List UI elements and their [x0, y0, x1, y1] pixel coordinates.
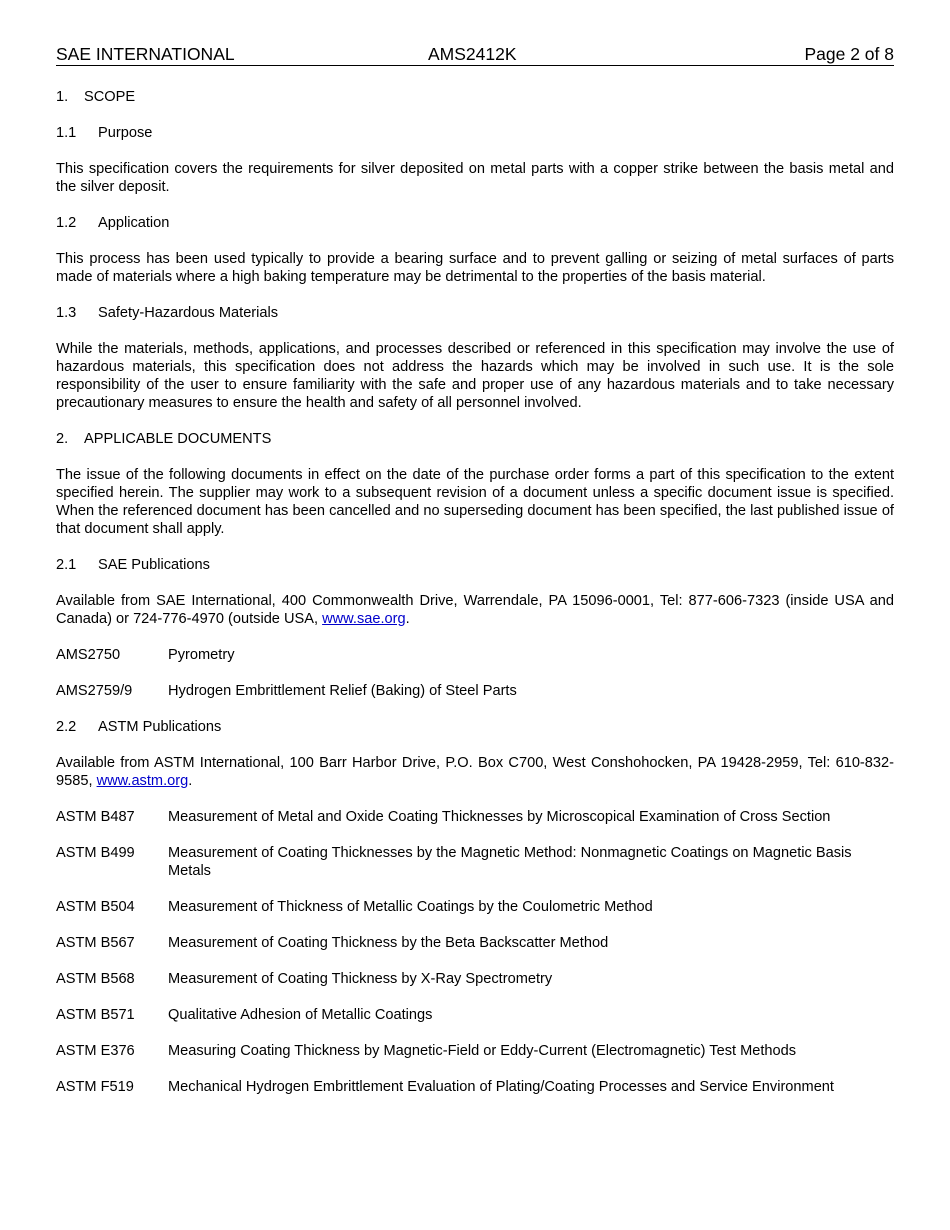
subsection-title: Safety-Hazardous Materials: [98, 305, 279, 321]
reference-code: ASTM B568: [56, 971, 135, 987]
reference-code: ASTM B487: [56, 809, 135, 825]
reference-row: [56, 970, 894, 988]
reference-row: [56, 1078, 894, 1096]
applicable-documents-paragraph: The issue of the following documents in effect on the date of the purchase order forms a part of this specification to the extent specified herein. The supplier may work to a subsequent revision of a document unless a specific document issue is specified. When the referenced document has been cancelled and no superseding document has been specified, the last published issue of that document shall apply.: [56, 467, 894, 537]
section-title: SCOPE: [84, 89, 136, 105]
astm-availability-paragraph: [56, 754, 894, 790]
subsection-title: Purpose: [98, 125, 153, 141]
reference-row: [56, 1006, 894, 1024]
reference-title: Hydrogen Embrittlement Relief (Baking) of Steel Parts: [168, 683, 517, 699]
reference-title: Measurement of Metal and Oxide Coating Thicknesses by Microscopical Examination of Cross Section: [168, 809, 831, 825]
reference-code: ASTM B571: [56, 1007, 135, 1023]
section-heading-scope: [56, 88, 894, 106]
section-number: 1.: [56, 89, 69, 105]
reference-code: ASTM B567: [56, 935, 135, 951]
subsection-title: ASTM Publications: [98, 719, 222, 735]
subsection-number: 1.2: [56, 215, 77, 231]
reference-title: Measurement of Coating Thicknesses by the Magnetic Method: Nonmagnetic Coatings on Magnetic Basis Metals: [168, 845, 852, 879]
sae-availability-paragraph: [56, 592, 894, 628]
subsection-number: 2.1: [56, 557, 77, 573]
sae-availability-text: Available from SAE International, 400 Commonwealth Drive, Warrendale, PA 15096-0001, Tel: 877-606-7323 (inside USA and Canada) or 724-776-4970 (outside USA,: [56, 593, 894, 627]
reference-row: [56, 934, 894, 952]
reference-code: ASTM F519: [56, 1079, 134, 1095]
application-paragraph: This process has been used typically to provide a bearing surface and to prevent galling or seizing of metal surfaces of parts made of materials where a high baking temperature may be detrimental to the properties of the basis material.: [56, 251, 894, 285]
reference-code: ASTM B499: [56, 845, 135, 861]
reference-title: Qualitative Adhesion of Metallic Coatings: [168, 1007, 433, 1023]
astm-availability-end: .: [188, 773, 193, 789]
subsection-number: 2.2: [56, 719, 77, 735]
reference-code: AMS2759/9: [56, 683, 133, 699]
document-page: [56, 44, 894, 1114]
subsection-title: Application: [98, 215, 170, 231]
reference-title: Measurement of Thickness of Metallic Coatings by the Coulometric Method: [168, 899, 653, 915]
sae-availability-end: .: [405, 611, 410, 627]
subsection-heading-application: [56, 214, 894, 232]
reference-row: [56, 844, 894, 880]
reference-code: ASTM E376: [56, 1043, 135, 1059]
reference-row: [56, 646, 894, 664]
section-heading-applicable-documents: [56, 430, 894, 448]
subsection-number: 1.3: [56, 305, 77, 321]
header-doc-id: AMS2412K: [428, 44, 517, 64]
reference-code: ASTM B504: [56, 899, 135, 915]
reference-code: AMS2750: [56, 647, 121, 663]
header-org: SAE INTERNATIONAL: [56, 44, 235, 64]
subsection-title: SAE Publications: [98, 557, 210, 573]
reference-title: Pyrometry: [168, 647, 235, 663]
reference-row: [56, 682, 894, 700]
subsection-number: 1.1: [56, 125, 77, 141]
reference-title: Measurement of Coating Thickness by X-Ray Spectrometry: [168, 971, 553, 987]
document-body: [56, 88, 894, 1096]
header-page-number: Page 2 of 8: [804, 44, 894, 64]
astm-website-link[interactable]: www.astm.org: [96, 773, 189, 789]
purpose-paragraph: This specification covers the requirements for silver deposited on metal parts with a copper strike between the basis metal and the silver deposit.: [56, 161, 894, 195]
section-number: 2.: [56, 431, 69, 447]
safety-paragraph: While the materials, methods, applications, and processes described or referenced in this specification may involve the use of hazardous materials, this specification does not address the hazards which may be involved in such use. It is the sole responsibility of the user to ensure familiarity with the safe and proper use of any hazardous materials and to take necessary precautionary measures to ensure the health and safety of all personnel involved.: [56, 341, 894, 411]
reference-row: [56, 1042, 894, 1060]
reference-title: Measuring Coating Thickness by Magnetic-Field or Eddy-Current (Electromagnetic) Test Methods: [168, 1043, 797, 1059]
reference-row: [56, 808, 894, 826]
sae-website-link[interactable]: www.sae.org: [322, 611, 406, 627]
subsection-heading-astm-publications: [56, 718, 894, 736]
subsection-heading-sae-publications: [56, 556, 894, 574]
subsection-heading-safety: [56, 304, 894, 322]
subsection-heading-purpose: [56, 124, 894, 142]
reference-row: [56, 898, 894, 916]
section-title: APPLICABLE DOCUMENTS: [84, 431, 272, 447]
reference-title: Measurement of Coating Thickness by the Beta Backscatter Method: [168, 935, 609, 951]
page-header: [56, 44, 894, 66]
astm-availability-text: Available from ASTM International, 100 Barr Harbor Drive, P.O. Box C700, West Conshohocken, PA 19428-2959, Tel: 610-832-9585,: [56, 755, 894, 789]
reference-title: Mechanical Hydrogen Embrittlement Evaluation of Plating/Coating Processes and Service Environment: [168, 1079, 834, 1095]
